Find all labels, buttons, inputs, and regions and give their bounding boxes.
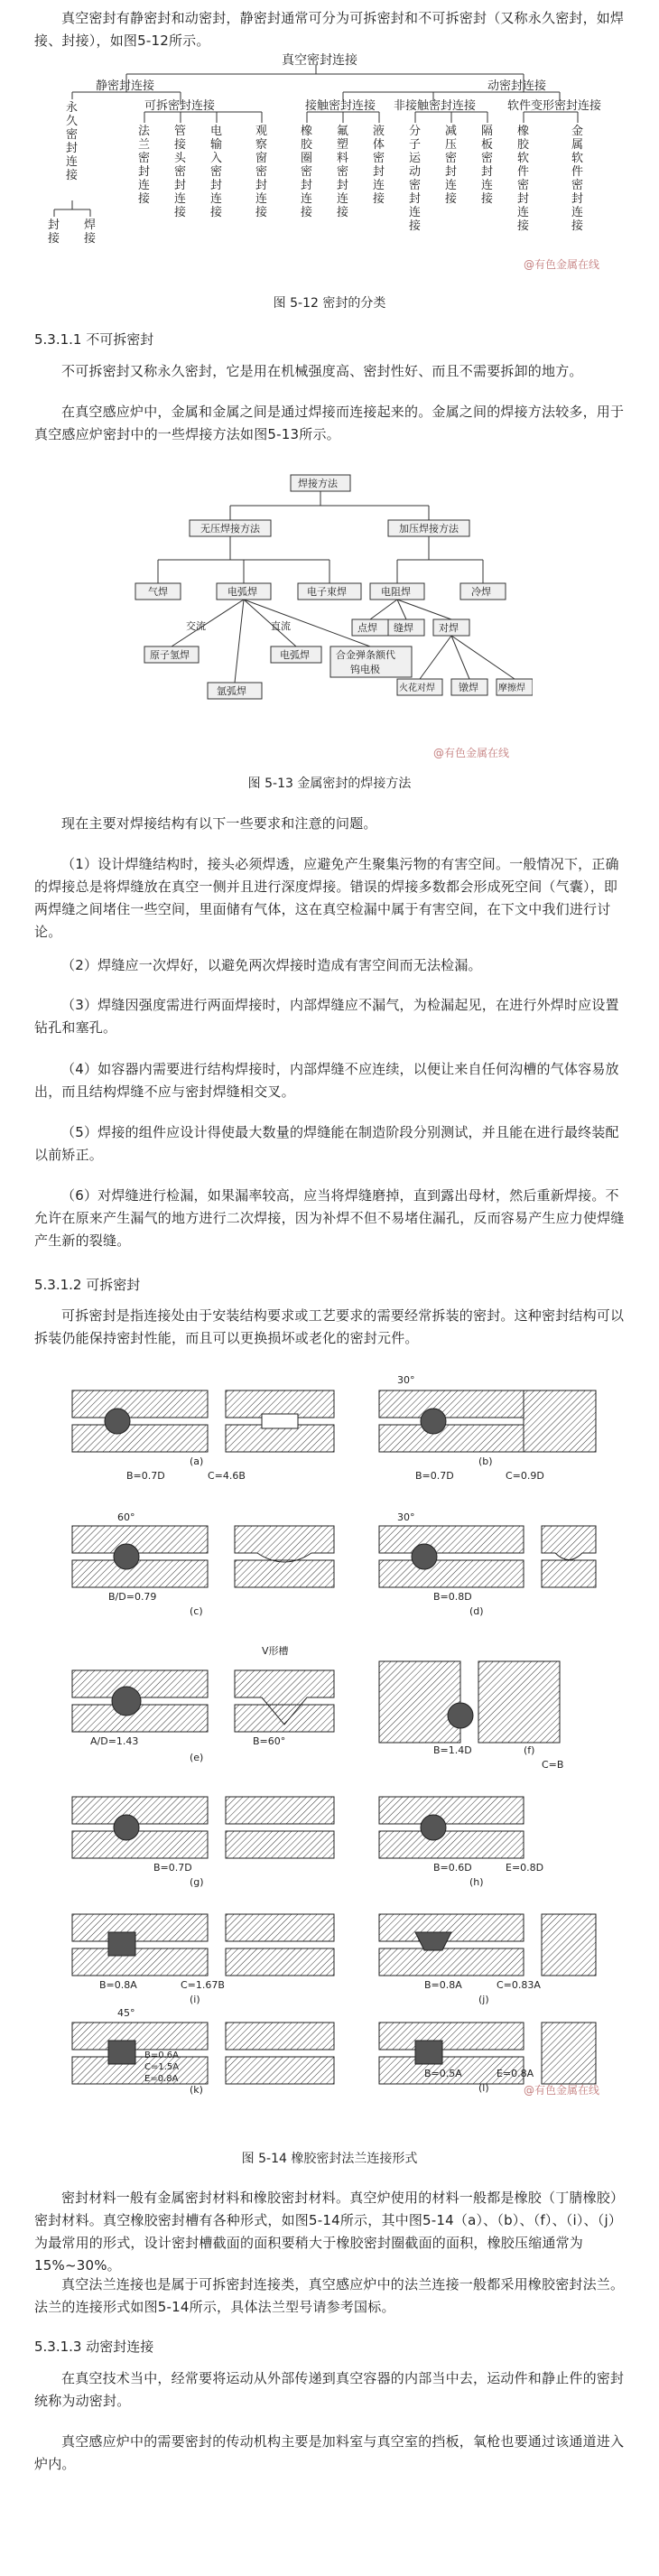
node-seal1: 封接	[48, 219, 60, 246]
node-n2: 减压密封连接	[445, 125, 458, 206]
fig14-a-v1: B=0.7D	[126, 1470, 165, 1482]
paragraph-req-6: （6）对焊缝进行检漏，如果漏率较高，应当将焊缝磨掉，直到露出母材，然后重新焊接。不允许在原来产生漏气的地方进行二次焊接，因为补焊不但不易堵住漏孔，反而容易产生应力使焊缝产生新的裂缝。	[34, 1187, 625, 1249]
w-cold: 冷焊	[471, 586, 491, 598]
w-alloy1: 合金弹条额代	[336, 649, 395, 661]
node-soft: 软件变形密封连接	[507, 99, 602, 113]
fig14-e-title: V形槽	[262, 1645, 289, 1657]
fig14-f-label: (f)	[524, 1744, 535, 1756]
node-d4: 观察窗密封连接	[255, 125, 268, 219]
fig14-i-label: (i)	[190, 1994, 200, 2005]
node-d2: 管接头密封连接	[174, 125, 187, 219]
fig14-h-label: (h)	[469, 1876, 484, 1888]
w-argon: 氩弧焊	[217, 685, 246, 697]
paragraph-transmission: 真空感应炉中的需要密封的传动机构主要是加料室与真空室的挡板，氧枪也要通过该通道进入炉内。	[34, 2433, 625, 2472]
fig14-b-angle: 30°	[397, 1374, 415, 1386]
w-eb: 电子束焊	[307, 586, 347, 598]
node-s1: 橡胶软件密封连接	[517, 125, 530, 233]
fig14-c-label: (c)	[190, 1605, 203, 1617]
watermark: @有色金属在线	[524, 2084, 600, 2097]
node-perm: 永久密封连接	[66, 101, 79, 182]
heading-5-3-1-2: 5.3.1.2 可拆密封	[34, 1277, 141, 1293]
paragraph-dynamic: 在真空技术当中，经常要将运动从外部传递到真空容器的内部当中去，运动件和静止件的密封统称为动密封。	[34, 2370, 625, 2409]
fig14-j-v2: C=0.83A	[497, 1979, 541, 1991]
node-noncontact: 非接触密封连接	[394, 99, 477, 113]
fig14-d-angle: 30°	[397, 1511, 415, 1523]
fig14-d-label: (d)	[469, 1605, 484, 1617]
fig14-k-v1: B=0.6A	[144, 2051, 179, 2060]
paragraph-welding-intro: 在真空感应炉中，金属和金属之间是通过焊接而连接起来的。金属之间的焊接方法较多，用于真空感应炉密封中的一些焊接方法如图5-13所示。	[34, 404, 625, 442]
fig14-i-v2: C=1.67B	[181, 1979, 225, 1991]
node-contact: 接触密封连接	[305, 99, 376, 113]
fig14-l-v1: B=0.5A	[424, 2068, 462, 2079]
watermark: @有色金属在线	[524, 258, 600, 271]
node-seal2: 焊接	[84, 219, 97, 246]
node-static: 静密封连接	[96, 79, 155, 93]
fig14-a-v2: C=4.6B	[208, 1470, 246, 1482]
figure-5-12	[36, 53, 605, 273]
node-d1: 法兰密封连接	[138, 125, 151, 206]
w-root: 焊接方法	[298, 478, 338, 489]
welding-methods-diagram	[126, 470, 533, 763]
paragraph-req-3: （3）焊缝因强度需进行两面焊接时，内部焊缝应不漏气，为检漏起见，在进行外焊时应设置钻孔和塞孔。	[34, 997, 619, 1036]
heading-5-3-1-3: 5.3.1.3 动密封连接	[34, 2339, 154, 2355]
fig14-c-angle: 60°	[117, 1511, 135, 1523]
w-dc: 直流	[271, 620, 291, 632]
fig14-d-v1: B=0.8D	[433, 1591, 472, 1603]
paragraph-seal-materials: 密封材料一般有金属密封材料和橡胶密封材料。真空炉使用的材料一般都是橡胶（丁腈橡胶）密封材料。真空橡胶密封槽有各种形式，如图5-14所示，其中图5-14（a）、（b）、（f）、（i）、（j）为最常用的形式，设计密封槽截面的面积要稍大于橡胶密封圈截面的面积，橡胶压缩通常为15%~30%。	[34, 2190, 625, 2274]
fig14-k-v2: C=1.5A	[144, 2062, 180, 2072]
w-spot: 点焊	[357, 622, 377, 634]
w-atomic: 原子氢焊	[150, 649, 190, 661]
node-c1: 橡胶圈密封连接	[301, 125, 313, 219]
fig14-e-label: (e)	[190, 1752, 204, 1763]
w-ac: 交流	[186, 620, 206, 632]
w-butt: 对焊	[439, 622, 459, 634]
fig14-a-label: (a)	[190, 1455, 204, 1467]
w-flash: 火花对焊	[399, 684, 435, 693]
fig14-k-v3: E=0.8A	[144, 2074, 179, 2084]
fig14-e-v1: A/D=1.43	[90, 1735, 139, 1747]
fig14-f-v1: B=1.4D	[433, 1744, 472, 1756]
fig14-h-v1: B=0.6D	[433, 1862, 472, 1874]
intro-paragraph: 真空密封有静密封和动密封，静密封通常可分为可拆密封和不可拆密封（又称永久密封，如焊接、封接），如图5-12所示。	[34, 10, 625, 49]
fig14-l-v2: E=0.8A	[497, 2068, 534, 2079]
paragraph-req-4: （4）如容器内需要进行结构焊接时，内部焊缝不应连续，以便让来自任何沟槽的气体容易放出，而且结构焊缝不应与密封焊缝相交叉。	[34, 1061, 619, 1100]
paragraph-requirements: 现在主要对焊接结构有以下一些要求和注意的问题。	[61, 815, 377, 832]
w-fric: 摩擦焊	[498, 684, 525, 693]
w-gas: 气焊	[148, 586, 168, 598]
fig14-g-v1: B=0.7D	[153, 1862, 192, 1874]
fig14-b-v2: C=0.9D	[506, 1470, 544, 1482]
fig14-g-label: (g)	[190, 1876, 204, 1888]
caption-fig-5-14: 图 5-14 橡胶密封法兰连接形式	[241, 2152, 418, 2166]
w-press: 加压焊接方法	[399, 523, 459, 535]
fig14-b-v1: B=0.7D	[415, 1470, 454, 1482]
node-c3: 液体密封连接	[373, 125, 385, 206]
fig14-l-angle: 45°	[117, 2007, 135, 2019]
node-c2: 氟塑料密封连接	[337, 125, 349, 219]
watermark: @有色金属在线	[433, 747, 510, 759]
node-dynamic: 动密封连接	[487, 79, 547, 93]
node-n3: 隔板密封连接	[481, 125, 494, 206]
fig14-k-label: (k)	[190, 2084, 203, 2096]
w-arc2: 电弧焊	[280, 649, 310, 661]
fig14-f-v2: C=B	[542, 1759, 564, 1771]
caption-fig-5-13: 图 5-13 金属密封的焊接方法	[247, 777, 412, 791]
node-detachable: 可拆密封连接	[144, 99, 216, 113]
node-s2: 金属软件密封连接	[571, 125, 584, 233]
w-seam: 缝焊	[394, 622, 413, 634]
fig14-h-v2: E=0.8D	[506, 1862, 544, 1874]
fig14-c-v1: B/D=0.79	[108, 1591, 157, 1603]
w-seam2: 镦焊	[459, 682, 478, 693]
w-res: 电阻焊	[381, 586, 411, 598]
w-arc: 电弧焊	[227, 586, 257, 598]
fig14-j-label: (j)	[478, 1994, 489, 2005]
heading-5-3-1-1: 5.3.1.1 不可拆密封	[34, 331, 154, 348]
fig14-i-v1: B=0.8A	[99, 1979, 137, 1991]
caption-fig-5-12: 图 5-12 密封的分类	[273, 296, 386, 311]
w-nopress: 无压焊接方法	[200, 523, 260, 535]
fig14-j-v1: B=0.8A	[424, 1979, 462, 1991]
fig14-b-label: (b)	[478, 1455, 493, 1467]
figure-5-13	[126, 470, 533, 763]
figure-5-14	[54, 1372, 614, 2095]
fig14-e-v2: B=60°	[253, 1735, 286, 1747]
fig14-l-label: (l)	[478, 2082, 489, 2094]
paragraph-req-5: （5）焊接的组件应设计得使最大数量的焊缝能在制造阶段分别测试，并且能在进行最终装配以前矫正。	[34, 1124, 619, 1163]
node-root: 真空密封连接	[282, 53, 357, 68]
node-d3: 电输入密封连接	[210, 125, 223, 219]
paragraph-req-1: （1）设计焊缝结构时，接头必须焊透，应避免产生聚集污物的有害空间。一般情况下，正确的焊接总是将焊缝放在真空一侧并且进行深度焊接。错误的焊接多数都会形成死空间（气囊），即两焊缝之间堵住一些空间，里面储有气体，这在真空检漏中属于有害空间，在下文中我们进行讨论。	[34, 856, 619, 940]
paragraph-req-2: （2）焊缝应一次焊好，以避免两次焊接时造成有害空间而无法检漏。	[61, 957, 482, 973]
node-n1: 分子运动密封连接	[409, 125, 422, 233]
paragraph-detachable: 可拆密封是指连接处由于安装结构要求或工艺要求的需要经常拆装的密封。这种密封结构可以拆装仍能保持密封性能，而且可以更换损坏或老化的密封元件。	[34, 1307, 625, 1346]
w-alloy2: 钨电极	[350, 664, 380, 675]
paragraph-permanent-seal: 不可拆密封又称永久密封，它是用在机械强度高、密封性好、而且不需要拆卸的地方。	[61, 363, 583, 379]
paragraph-flange: 真空法兰连接也是属于可拆密封连接类，真空感应炉中的法兰连接一般都采用橡胶密封法兰。法兰的连接形式如图5-14所示，具体法兰型号请参考国标。	[34, 2276, 625, 2315]
